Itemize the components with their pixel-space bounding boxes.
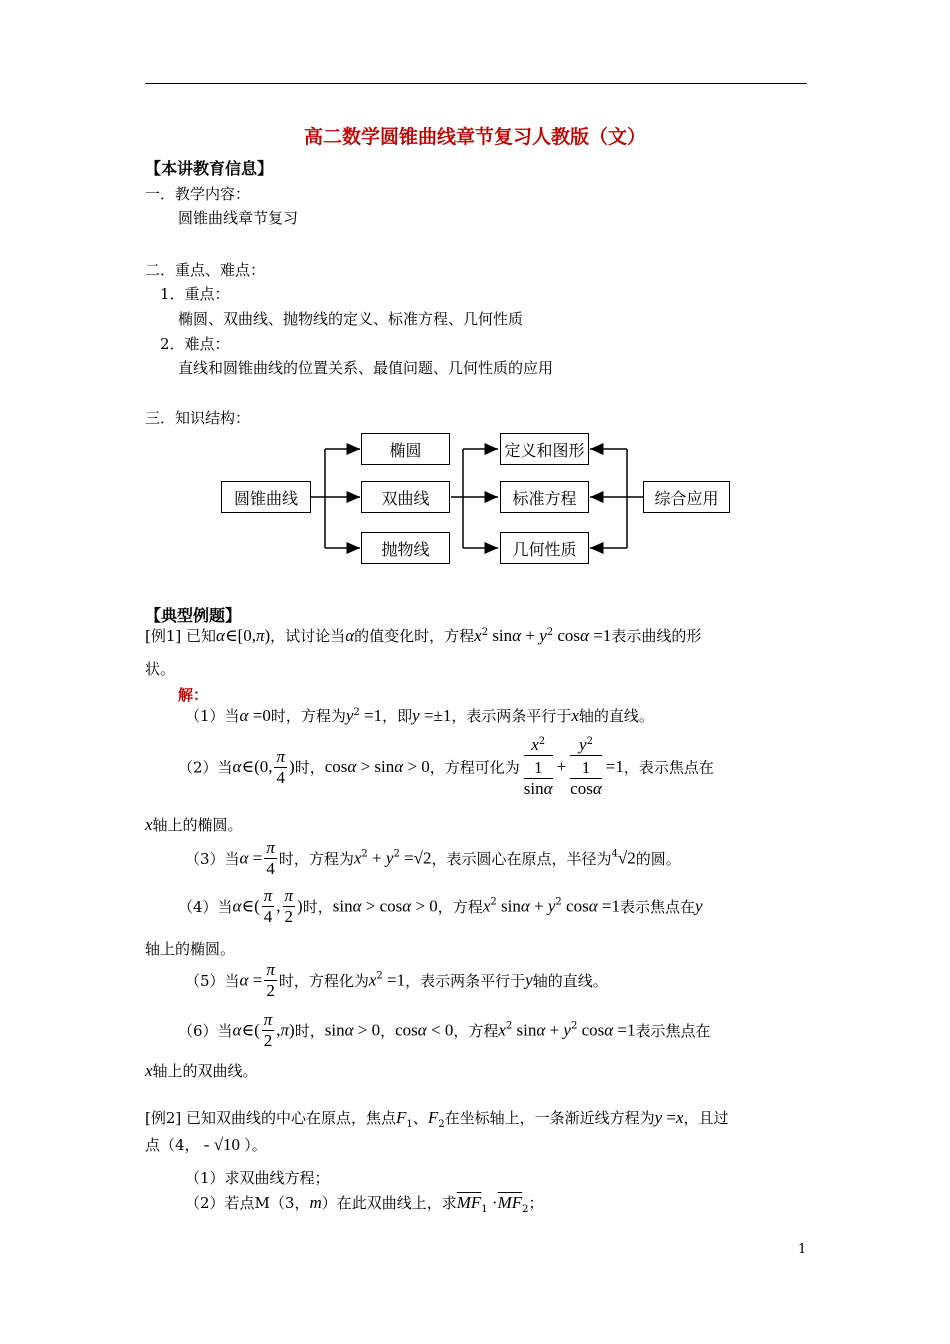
page-number: 1: [798, 1242, 807, 1257]
question2: （2）若点M（3，m）在此双曲线上，求$\overline{MF}_1 \cdot\overline{MF}_2$；: [185, 1193, 544, 1215]
page-title: 高二数学圆锥曲线章节复习人教版（文）: [303, 126, 646, 148]
node-definition-graph: 定义和图形: [500, 433, 589, 465]
difficulty-body: 直线和圆锥曲线的位置关系、最值问题、几何性质的应用: [178, 359, 554, 377]
key-body: 椭圆、双曲线、抛物线的定义、标准方程、几何性质: [178, 310, 524, 328]
node-conic-sections: 圆锥曲线: [221, 481, 311, 513]
example2-line: [例2] 已知双曲线的中心在原点，焦点$F_1$、$F_2$在坐标轴上，一条渐近线方程为y =x，且过: [145, 1108, 729, 1130]
difficulty-heading: 2．难点：: [160, 335, 230, 353]
node-standard-equation: 标准方程: [500, 481, 589, 513]
case6-line: （6）当α∈( $\frac{\pi}{2}$ ,π)时，sinα > 0，cosα < 0，方程$x^2$ $\sin\alpha + y^2$ cosα =1表示焦点在: [178, 1010, 711, 1050]
item3-heading: 三．知识结构：: [145, 409, 251, 427]
case6-continuation: x轴上的双曲线。: [145, 1061, 258, 1080]
example1-label: [例1] 已知: [145, 627, 217, 645]
example1-line: [例1] 已知α∈[0,π)，试讨论当α的值变化时，方程$x^2$ $\sin\alpha + y^2$ cosα =1表示曲线的形: [145, 626, 702, 645]
example2-line2: 点（4， - √10 ）。: [145, 1135, 267, 1154]
item2-heading: 二．重点、难点：: [145, 261, 266, 279]
item1-body: 圆锥曲线章节复习: [178, 209, 299, 227]
item1-heading: 一．教学内容：: [145, 185, 251, 203]
case2-line: （2）当α∈(0, $\frac{\pi}{4}$ )时，cosα > sinα > 0，方程可化为 $x^2$ 1 sinα + $y^2$ 1 cosα =1，表示焦点在: [178, 735, 714, 798]
node-hyperbola: 双曲线: [361, 481, 450, 513]
case5-line: （5）当α = $\frac{\pi}{2}$ 时，方程化为$x^2 =1$，表示两条平行于y轴的直线。: [185, 960, 608, 1000]
knowledge-structure-diagram: [0, 0, 950, 600]
case4-continuation: 轴上的椭圆。: [145, 940, 236, 958]
case4-line: （4）当α∈( $\frac{\pi}{4}$ , $\frac{\pi}{2}$ )时，sinα > cosα > 0，方程$x^2$ $\sin\alpha + y^2$ cosα =1表示焦点在y: [178, 886, 703, 926]
node-comprehensive-application: 综合应用: [643, 481, 730, 513]
node-geometric-properties: 几何性质: [500, 532, 589, 564]
key-heading: 1．重点：: [160, 285, 230, 303]
question1: （1）求双曲线方程；: [185, 1169, 330, 1187]
section-heading-examples: 【典型例题】: [145, 606, 242, 625]
node-ellipse: 椭圆: [361, 433, 450, 465]
example1-continuation: 状。: [145, 660, 176, 678]
section-heading-info: 【本讲教育信息】: [145, 159, 274, 178]
node-parabola: 抛物线: [361, 532, 450, 564]
case1-line: （1）当α =0时，方程为$y^2 =1$，即y =±1，表示两条平行于x轴的直线。: [185, 706, 654, 725]
solution-label: 解：: [178, 686, 209, 704]
case3-line: （3）当α = $\frac{\pi}{4}$ 时，方程为$x^2 + y^2 =√2$，表示圆心在原点，半径为$^4$√2的圆。: [185, 838, 681, 878]
case2-continuation: x轴上的椭圆。: [145, 815, 243, 834]
